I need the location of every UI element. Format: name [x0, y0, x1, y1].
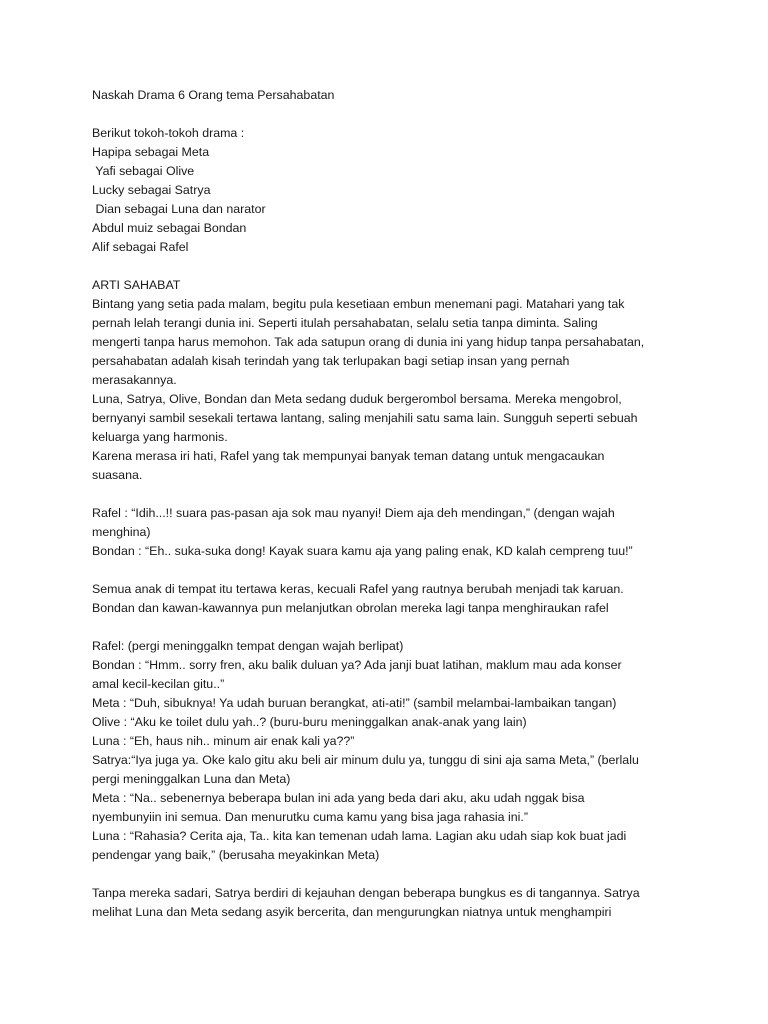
cast-heading: Berikut tokoh-tokoh drama : [92, 126, 245, 140]
dialogue-line: Rafel: (pergi meninggalkn tempat dengan wajah berlipat) [92, 639, 404, 653]
text-line: mengerti tanpa harus memohon. Tak ada satupun orang di dunia ini yang hidup tanpa persahabatan, [92, 335, 645, 349]
document-body [92, 86, 692, 922]
dialogue-line: Meta : “Duh, sibuknya! Ya udah buruan berangkat, ati-ati!” (sambil melambai-lambaikan tangan) [92, 696, 617, 710]
section-title: ARTI SAHABAT [92, 278, 181, 292]
dialogue-line: nyembunyiin ini semua. Dan menurutku cuma kamu yang bisa jaga rahasia ini.” [92, 810, 528, 824]
document-title: Naskah Drama 6 Orang tema Persahabatan [92, 88, 335, 102]
paragraph-gap [92, 485, 692, 504]
dialogue-line: amal kecil-kecilan gitu..” [92, 677, 225, 691]
text-line: Karena merasa iri hati, Rafel yang tak mempunyai banyak teman datang untuk mengacaukan [92, 449, 605, 463]
dialogue-line: Olive : “Aku ke toilet dulu yah..? (buru-buru meninggalkan anak-anak yang lain) [92, 715, 527, 729]
dialogue-block [92, 504, 692, 561]
narration-paragraph [92, 580, 692, 618]
text-line: Luna, Satrya, Olive, Bondan dan Meta sedang duduk bergerombol bersama. Mereka mengobrol, [92, 392, 622, 406]
dialogue-block [92, 637, 692, 865]
paragraph-gap [92, 257, 692, 276]
narration-paragraph [92, 295, 692, 485]
paragraph-gap [92, 618, 692, 637]
text-line: pernah lelah terangi dunia ini. Seperti itulah persahabatan, selalu setia tanpa diminta. Saling [92, 316, 598, 330]
dialogue-line: Luna : “Rahasia? Cerita aja, Ta.. kita kan temenan udah lama. Lagian aku udah siap kok buat jadi [92, 829, 627, 843]
text-line: melihat Luna dan Meta sedang asyik bercerita, dan mengurungkan niatnya untuk menghampiri [92, 905, 612, 919]
text-line: Semua anak di tempat itu tertawa keras, kecuali Rafel yang rautnya berubah menjadi tak karuan. [92, 582, 624, 596]
paragraph-gap [92, 865, 692, 884]
cast-item: Dian sebagai Luna dan narator [92, 202, 266, 216]
paragraph-gap [92, 105, 692, 124]
dialogue-line: Rafel : “Idih...!! suara pas-pasan aja sok mau nyanyi! Diem aja deh mendingan,” (dengan wajah [92, 506, 615, 520]
dialogue-line: Satrya:“Iya juga ya. Oke kalo gitu aku beli air minum dulu ya, tunggu di sini aja sama Meta,” (berlalu [92, 753, 639, 767]
cast-item: Alif sebagai Rafel [92, 240, 189, 254]
text-line: persahabatan adalah kisah terindah yang tak terlupakan bagi setiap insan yang pernah [92, 354, 570, 368]
dialogue-line: Bondan : “Eh.. suka-suka dong! Kayak suara kamu aja yang paling enak, KD kalah cempreng tuu!” [92, 544, 633, 558]
text-line: merasakannya. [92, 373, 177, 387]
dialogue-line: menghina) [92, 525, 151, 539]
text-line: keluarga yang harmonis. [92, 430, 228, 444]
narration-paragraph [92, 884, 692, 922]
cast-item: Yafi sebagai Olive [92, 164, 195, 178]
dialogue-line: Bondan : “Hmm.. sorry fren, aku balik duluan ya? Ada janji buat latihan, maklum mau ada konser [92, 658, 622, 672]
cast-item: Lucky sebagai Satrya [92, 183, 211, 197]
cast-item: Hapipa sebagai Meta [92, 145, 210, 159]
dialogue-line: pendengar yang baik,” (berusaha meyakinkan Meta) [92, 848, 380, 862]
text-line: Bondan dan kawan-kawannya pun melanjutkan obrolan mereka lagi tanpa menghiraukan rafel [92, 601, 609, 615]
cast-list [92, 143, 692, 257]
cast-item: Abdul muiz sebagai Bondan [92, 221, 247, 235]
dialogue-line: Luna : “Eh, haus nih.. minum air enak kali ya??” [92, 734, 355, 748]
paragraph-gap [92, 561, 692, 580]
text-line: Bintang yang setia pada malam, begitu pula kesetiaan embun menemani pagi. Matahari yang tak [92, 297, 625, 311]
text-line: suasana. [92, 468, 143, 482]
text-line: bernyanyi sambil sesekali tertawa lantang, saling menjahili satu sama lain. Sungguh seperti sebuah [92, 411, 638, 425]
text-line: Tanpa mereka sadari, Satrya berdiri di kejauhan dengan beberapa bungkus es di tangannya. Satrya [92, 886, 640, 900]
dialogue-line: pergi meninggalkan Luna dan Meta) [92, 772, 291, 786]
dialogue-line: Meta : “Na.. sebenernya beberapa bulan ini ada yang beda dari aku, aku udah nggak bisa [92, 791, 585, 805]
